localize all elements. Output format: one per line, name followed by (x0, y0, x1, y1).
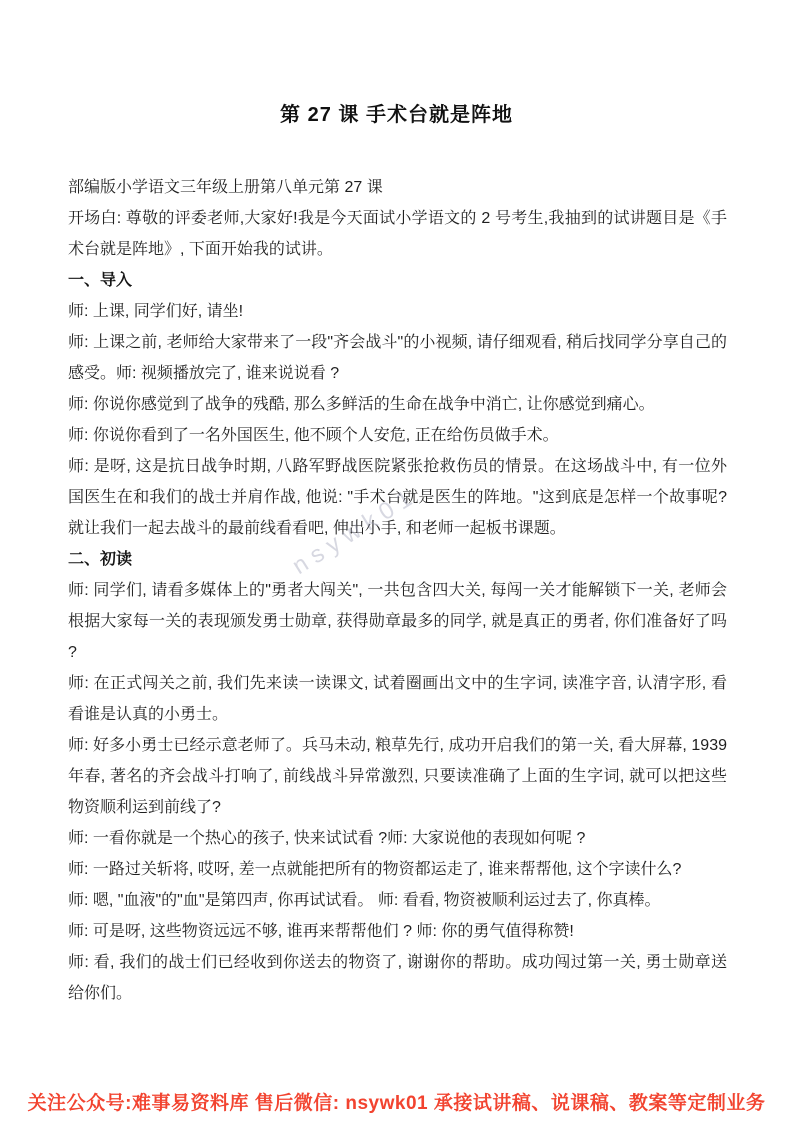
paragraph-teacher-line: 师: 同学们, 请看多媒体上的"勇者大闯关", 一共包含四大关, 每闯一关才能解锁下一关, 老师会根据大家每一关的表现颁发勇士勋章, 获得勋章最多的同学, 就是真正的勇者, 你们准备好了吗 ? (68, 582, 727, 661)
paragraph-teacher-line: 师: 嗯, "血液"的"血"是第四声, 你再试试看。 师: 看看, 物资被顺利运过去了, 你真棒。 (68, 892, 661, 909)
paragraph-teacher-line: 师: 你说你看到了一名外国医生, 他不顾个人安危, 正在给伤员做手术。 (68, 427, 559, 444)
page-title: 第 27 课 手术台就是阵地 (280, 104, 513, 126)
paragraph-teacher-line: 师: 是呀, 这是抗日战争时期, 八路军野战医院紧张抢救伤员的情景。在这场战斗中, 有一位外国医生在和我们的战士并肩作战, 他说: "手术台就是医生的阵地。"这到底是怎样一个故事呢?就让我们一起去战斗的最前线看看吧, 伸出小手, 和老师一起板书课题。 (68, 458, 727, 537)
paragraph-opening-remark: 开场白: 尊敬的评委老师,大家好!我是今天面试小学语文的 2 号考生,我抽到的试讲题目是《手术台就是阵地》, 下面开始我的试讲。 (68, 210, 727, 258)
paragraph-teacher-line: 师: 你说你感觉到了战争的残酷, 那么多鲜活的生命在战争中消亡, 让你感觉到痛心。 (68, 396, 655, 413)
footer-promo-banner: 关注公众号:难事易资料库 售后微信: nsywk01 承接试讲稿、说课稿、教案等定制业务 (27, 1093, 766, 1114)
paragraph-teacher-line: 师: 可是呀, 这些物资远远不够, 谁再来帮帮他们 ? 师: 你的勇气值得称赞! (68, 923, 574, 940)
paragraph-teacher-line: 师: 上课, 同学们好, 请坐! (68, 303, 244, 320)
paragraph-teacher-line: 师: 上课之前, 老师给大家带来了一段"齐会战斗"的小视频, 请仔细观看, 稍后找同学分享自己的感受。师: 视频播放完了, 谁来说说看 ? (68, 334, 727, 382)
watermark: nsywk01 (287, 481, 423, 581)
paragraph-teacher-line: 师: 好多小勇士已经示意老师了。兵马未动, 粮草先行, 成功开启我们的第一关, 看大屏幕, 1939 年春, 著名的齐会战斗打响了, 前线战斗异常激烈, 只要读准确了上面的生字词, 就可以把这些物资顺利运到前线了? (68, 737, 727, 816)
paragraph-teacher-line: 师: 一路过关斩将, 哎呀, 差一点就能把所有的物资都运走了, 谁来帮帮他, 这个字读什么? (68, 861, 682, 878)
paragraph-teacher-line: 师: 看, 我们的战士们已经收到你送去的物资了, 谢谢你的帮助。成功闯过第一关, 勇士勋章送给你们。 (68, 954, 727, 1002)
section-heading-intro: 一、导入 (68, 272, 133, 289)
section-heading-first-read: 二、初读 (68, 551, 133, 568)
paragraph-unit-info: 部编版小学语文三年级上册第八单元第 27 课 (68, 179, 383, 196)
paragraph-teacher-line: 师: 在正式闯关之前, 我们先来读一读课文, 试着圈画出文中的生字词, 读准字音, 认清字形, 看看谁是认真的小勇士。 (68, 675, 727, 723)
document-body (68, 172, 727, 1009)
paragraph-teacher-line: 师: 一看你就是一个热心的孩子, 快来试试看 ?师: 大家说他的表现如何呢 ? (68, 830, 586, 847)
